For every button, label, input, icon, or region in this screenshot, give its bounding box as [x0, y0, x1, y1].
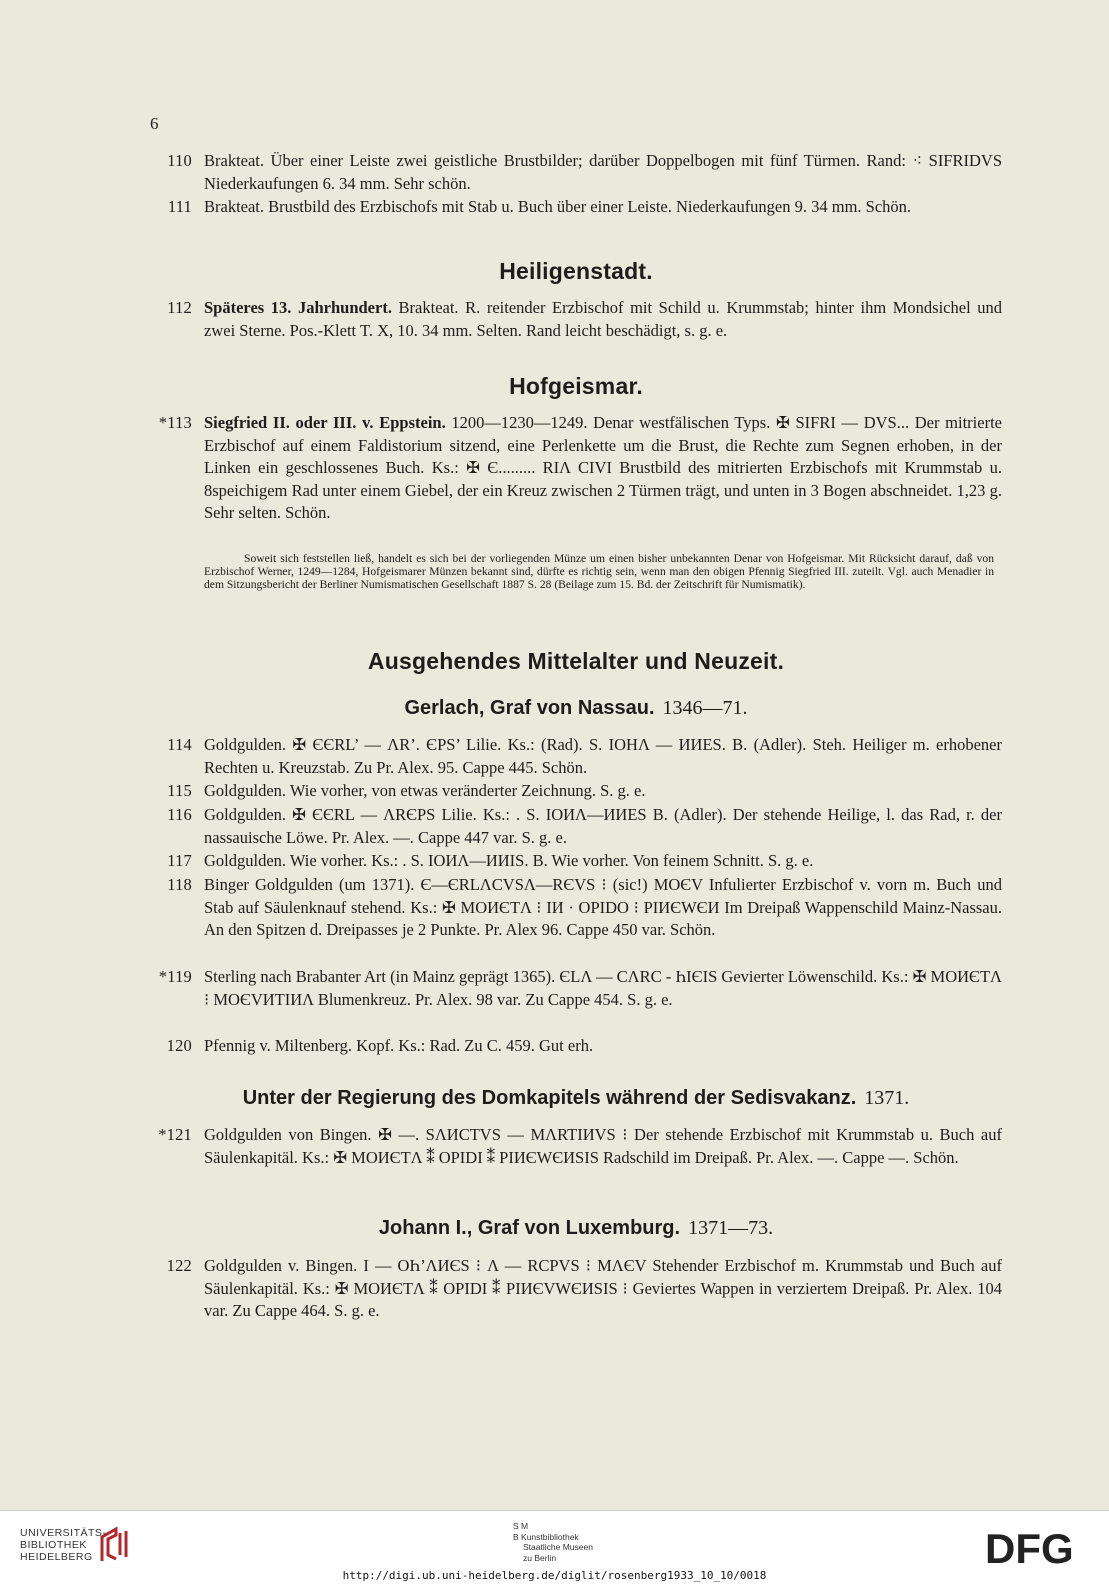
- entry-text: Binger Goldgulden (um 1371). Є—ЄRLΛϹVSΛ—RЄVS ⁝ (sic!) MOЄV Infulierter Erzbischof v. vorn m. Buch und Stab auf Säulenknauf stehend. Ks.: ✠ MOИЄTΛ ⁝ IИ · OPIDO ⁝ PIИЄWЄИ Im Dreipaß Wappenschild Mainz-Nassau. An den Spitzen d. Dreipasses je 2 Punkte. Pr. Alex 96. Cappe 450 var. Schön.: [204, 875, 1002, 939]
- entry-number: 122: [166, 1256, 192, 1275]
- footnote-113: Soweit sich feststellen ließ, handelt es sich bei der vorliegenden Münze um einen bisher unbekannten Denar von Hofgeismar. Mit Rücksicht darauf, daß von Erzbischof Werner, 1249—1284, Hofgeismarer Münzen bekannt sind, dürfte es richtig sein, wenn man den obigen Pfennig Siegfried III. zuteilt. Vgl. auch Menadier in dem Sitzungsbericht der Berliner Numismatischen Gesellschaft 1887 S. 28 (Beilage zum 15. Bd. der Zeitschrift für Numismatik).: [204, 552, 994, 592]
- skb-line: S M: [513, 1521, 529, 1531]
- entry-body: Brakteat. R. reitender Erzbischof mit Schild u. Krummstab; hinter ihm Mondsichel und zwei Sterne. Pos.-Klett T. X, 10. 34 mm. Selten. Rand leicht beschädigt, s. g. e.: [204, 298, 1002, 340]
- heading-ausgehendes-mittelalter: Ausgehendes Mittelalter und Neuzeit.: [367, 648, 785, 674]
- regency-name: Unter der Regierung des Domkapitels während der Sedisvakanz.: [242, 1087, 857, 1109]
- heading-gerlach: [150, 697, 1002, 720]
- entry-112: [150, 297, 1002, 342]
- uh-line: HEIDELBERG: [20, 1551, 93, 1563]
- entry-113: [150, 412, 1002, 525]
- entry-text: Goldgulden von Bingen. ✠ —. SΛИϹTVS — MΛRTIИVS ⁝ Der stehende Erzbischof mit Krummstab u. Buch auf Säulenkapitäl. Ks.: ✠ MOИЄTΛ ⁑ OPIDI ⁑ PIИЄWЄИSIS Radschild im Dreipaß. Pr. Alex. —. Cappe —. Schön.: [204, 1125, 1002, 1167]
- entry-text: Brakteat. Brustbild des Erzbischofs mit Stab u. Buch über einer Leiste. Niederkaufungen 9. 34 mm. Schön.: [204, 197, 912, 216]
- entry-121: [150, 1124, 1002, 1169]
- entry-number: *113: [158, 413, 192, 432]
- heading-domkapitel: [150, 1087, 1002, 1110]
- entry-number: 117: [167, 851, 192, 870]
- entry-text: [204, 297, 1002, 342]
- entry-115: [150, 780, 1002, 803]
- entry-text: Goldgulden. ✠ ЄЄRL’ — ΛR’. ЄPS’ Lilie. Ks.: (Rad). S. IOHΛ — ИИES. B. (Adler). Steh. Heiliger m. erhobener Rechten u. Kreuzstab. Zu Pr. Alex. 95. Cappe 445. Schön.: [204, 735, 1002, 777]
- entry-number: 110: [167, 151, 192, 170]
- entry-120: [150, 1035, 1002, 1058]
- entry-110: [150, 150, 1002, 195]
- page-url[interactable]: http://digi.ub.uni-heidelberg.de/diglit/rosenberg1933_10_10/0018: [342, 1569, 767, 1582]
- entry-117: [150, 850, 1002, 873]
- entry-lead: Siegfried II. oder III. v. Eppstein.: [204, 413, 446, 432]
- entry-number: 111: [167, 197, 192, 216]
- entry-number: *121: [158, 1125, 192, 1144]
- entry-number: 120: [166, 1036, 192, 1055]
- entry-lead: Späteres 13. Jahrhundert.: [204, 298, 392, 317]
- dfg-logo: [983, 1525, 1093, 1569]
- entry-number: 116: [167, 805, 192, 824]
- entry-body: 1200—1230—1249. Denar westfälischen Typs. ✠ SIFRI — DVS... Der mitrierte Erzbischof auf einem Faldistorium sitzend, eine Perlenkette um die Brust, die Rechte zum Segnen erhoben, in der Linken ein geschlossenes Buch. Ks.: ✠ Є......... RIΛ ϹIVI Brustbild des mitrierten Erzbischofs mit Krummstab u. 8speichigem Rad unter einem Giebel, der ein Kreuz zwischen 2 Türmen trägt, und unten in 3 Bogen abschneidet. 1,23 g. Sehr selten. Schön.: [204, 413, 1002, 522]
- university-logo-icon: [94, 1525, 134, 1565]
- entry-114: [150, 734, 1002, 779]
- entry-118: [150, 874, 1002, 942]
- ruler-years: 1346—71.: [662, 697, 748, 719]
- entry-number: *119: [158, 967, 192, 986]
- entry-text: Brakteat. Über einer Leiste zwei geistliche Brustbilder; darüber Doppelbogen mit fünf Türmen. Rand: ⁖ SIFRIDVS Niederkaufungen 6. 34 mm. Sehr schön.: [204, 151, 1002, 193]
- entry-122: [150, 1255, 1002, 1323]
- entry-text: Goldgulden v. Bingen. I — OҺ’ΛИЄS ⁝ Λ — RϹPVS ⁝ MΛЄV Stehender Erzbischof m. Krummstab und Buch auf Säulenkapitäl. Ks.: ✠ MOИЄTΛ ⁑ OPIDI ⁑ PIИЄVWЄИSIS ⁝ Geviertes Wappen in verziertem Dreipaß. Pr. Alex. 104 var. Zu Cappe 464. S. g. e.: [204, 1256, 1002, 1320]
- skb-line: B Kunstbibliothek: [513, 1531, 579, 1542]
- uh-line: BIBLIOTHEK: [20, 1539, 87, 1551]
- skb-line: Staatliche Museen: [523, 1542, 593, 1552]
- skb-line: zu Berlin: [523, 1552, 557, 1563]
- entry-111: [150, 196, 1002, 219]
- entry-number: 112: [167, 298, 192, 317]
- entry-text: [204, 412, 1002, 525]
- kunstbibliothek-label: [513, 1521, 593, 1563]
- uh-line: UNIVERSITÄTS-: [20, 1527, 107, 1539]
- heading-hofgeismar: Hofgeismar.: [509, 373, 643, 399]
- regency-years: 1371.: [864, 1087, 910, 1109]
- heading-johann: [150, 1217, 1002, 1240]
- entry-text: Goldgulden. ✠ ЄЄRL — ΛRЄPS Lilie. Ks.: . S. IOИΛ—ИИES B. (Adler). Der stehende Heilige, l. das Rad, r. der nassauische Löwe. Pr. Alex. —. Cappe 447 var. S. g. e.: [204, 805, 1002, 847]
- entry-number: 118: [167, 875, 192, 894]
- page-number: 6: [150, 114, 159, 133]
- entry-text: Sterling nach Brabanter Art (in Mainz geprägt 1365). ЄLΛ — ϹΛRϹ - ҺIЄIS Gevierter Löwenschild. Ks.: ✠ MOИЄTΛ ⁝ MOЄVИTIИΛ Blumenkreuz. Pr. Alex. 98 var. Zu Cappe 454. S. g. e.: [204, 967, 1002, 1009]
- ruler-name: Johann I., Graf von Luxemburg.: [378, 1217, 681, 1239]
- ruler-years: 1371—73.: [688, 1217, 774, 1239]
- entry-number: 114: [167, 735, 192, 754]
- entry-119: [150, 966, 1002, 1011]
- entry-text: Goldgulden. Wie vorher. Ks.: . S. IOИΛ—ИИIS. B. Wie vorher. Von feinem Schnitt. S. g. e.: [204, 851, 814, 870]
- entry-text: Goldgulden. Wie vorher, von etwas veränderter Zeichnung. S. g. e.: [204, 781, 646, 800]
- entry-116: [150, 804, 1002, 849]
- entry-text: Pfennig v. Miltenberg. Kopf. Ks.: Rad. Zu C. 459. Gut erh.: [204, 1036, 594, 1055]
- heading-heiligenstadt: Heiligenstadt.: [499, 258, 653, 284]
- ruler-name: Gerlach, Graf von Nassau.: [404, 697, 655, 719]
- dfg-logo-text: DFG: [985, 1525, 1074, 1569]
- entry-number: 115: [167, 781, 192, 800]
